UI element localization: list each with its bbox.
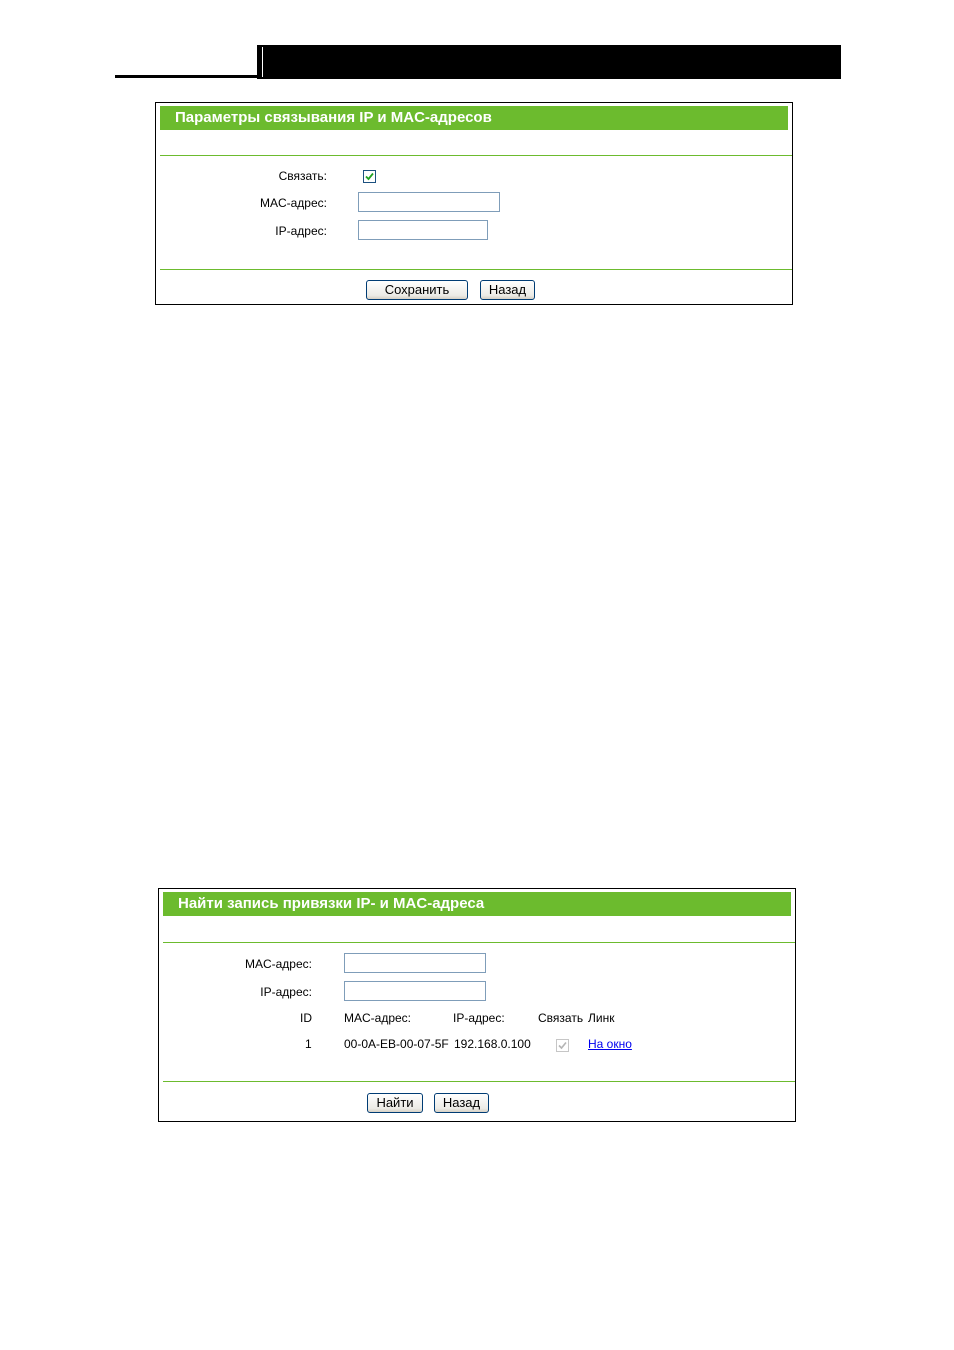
check-icon — [558, 1041, 567, 1050]
col-header-bind: Связать — [538, 1011, 584, 1025]
search-ip-input[interactable] — [344, 981, 486, 1001]
search-binding-panel — [158, 888, 796, 1122]
col-header-mac: MAC-адрес: — [344, 1011, 412, 1025]
back-button[interactable]: Назад — [480, 280, 535, 300]
divider — [163, 1081, 795, 1082]
search-mac-input[interactable] — [344, 953, 486, 973]
search-ip-label: IP-адрес: — [260, 985, 312, 999]
panel-title: Параметры связывания IP и MAC-адресов — [160, 106, 788, 130]
divider — [160, 155, 792, 156]
search-mac-label: MAC-адрес: — [244, 957, 312, 971]
mac-label: MAC-адрес: — [259, 196, 327, 210]
row-mac: 00-0A-EB-00-07-5F — [344, 1037, 449, 1051]
col-header-id: ID — [300, 1011, 312, 1025]
divider — [160, 269, 792, 270]
col-header-ip: IP-адрес: — [453, 1011, 505, 1025]
check-icon — [365, 172, 374, 181]
header-divider — [262, 47, 263, 77]
binding-settings-panel — [155, 102, 793, 305]
back-button[interactable]: Назад — [434, 1093, 489, 1113]
panel-title: Найти запись привязки IP- и MAC-адреса — [163, 892, 791, 916]
save-button[interactable]: Сохранить — [366, 280, 468, 300]
row-bind-checkbox — [556, 1039, 569, 1052]
col-header-link: Линк — [588, 1011, 615, 1025]
ip-label: IP-адрес: — [275, 224, 327, 238]
divider — [163, 942, 795, 943]
row-link[interactable]: На окно — [588, 1037, 632, 1051]
bind-checkbox[interactable] — [363, 170, 376, 183]
row-ip: 192.168.0.100 — [454, 1037, 531, 1051]
header-bar — [257, 45, 841, 79]
mac-input[interactable] — [358, 192, 500, 212]
find-button[interactable]: Найти — [367, 1093, 423, 1113]
bind-label: Связать: — [278, 169, 327, 183]
ip-input[interactable] — [358, 220, 488, 240]
header-rule — [115, 75, 257, 78]
row-id: 1 — [305, 1037, 312, 1051]
